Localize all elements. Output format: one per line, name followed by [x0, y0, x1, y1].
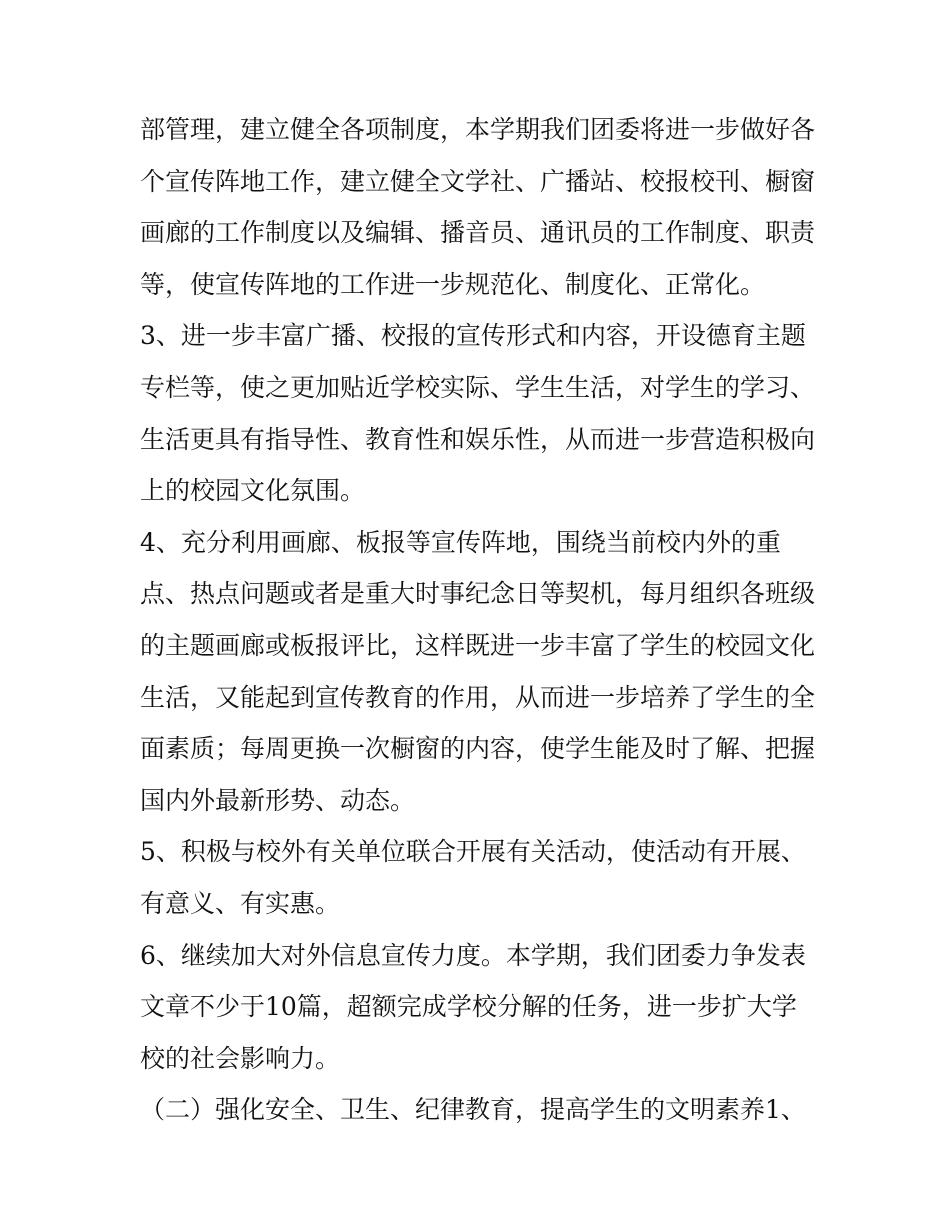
text-line: 点、热点问题或者是重大时事纪念日等契机，每月组织各班级 — [140, 579, 816, 609]
text-line: 的主题画廊或板报评比，这样既进一步丰富了学生的校园文化 — [140, 630, 816, 660]
text-line: 国内外最新形势、动态。 — [140, 785, 416, 815]
text-line: 面素质；每周更换一次橱窗的内容，使学生能及时了解、把握 — [140, 734, 816, 764]
text-line: 有意义、有实惠。 — [140, 888, 341, 918]
text-line: 个宣传阵地工作，建立健全文学社、广播站、校报校刊、橱窗 — [140, 166, 816, 196]
document-body — [140, 104, 820, 1136]
text-line: 校的社会影响力。 — [140, 1043, 341, 1073]
text-line: 生活更具有指导性、教育性和娱乐性，从而进一步营造积极向 — [140, 424, 816, 454]
text-line: 画廊的工作制度以及编辑、播音员、通讯员的工作制度、职责 — [140, 218, 816, 248]
text-line: 等，使宣传阵地的工作进一步规范化、制度化、正常化。 — [140, 269, 766, 299]
text-line: （二）强化安全、卫生、纪律教育，提高学生的文明素养1、 — [140, 1095, 806, 1125]
text-line: 4、充分利用画廊、板报等宣传阵地，围绕当前校内外的重 — [140, 527, 781, 557]
text-line: 文章不少于10篇，超额完成学校分解的任务，进一步扩大学 — [140, 992, 797, 1022]
text-line: 5、积极与校外有关单位联合开展有关活动，使活动有开展、 — [140, 837, 806, 867]
text-line: 3、进一步丰富广播、校报的宣传形式和内容，开设德育主题 — [140, 321, 806, 351]
text-line: 专栏等，使之更加贴近学校实际、学生生活，对学生的学习、 — [140, 372, 816, 402]
text-line: 6、继续加大对外信息宣传力度。本学期，我们团委力争发表 — [140, 940, 806, 970]
text-line: 部管理，建立健全各项制度，本学期我们团委将进一步做好各 — [140, 115, 816, 144]
text-line: 上的校园文化氛围。 — [140, 476, 366, 506]
text-line: 生活，又能起到宣传教育的作用，从而进一步培养了学生的全 — [140, 682, 816, 712]
